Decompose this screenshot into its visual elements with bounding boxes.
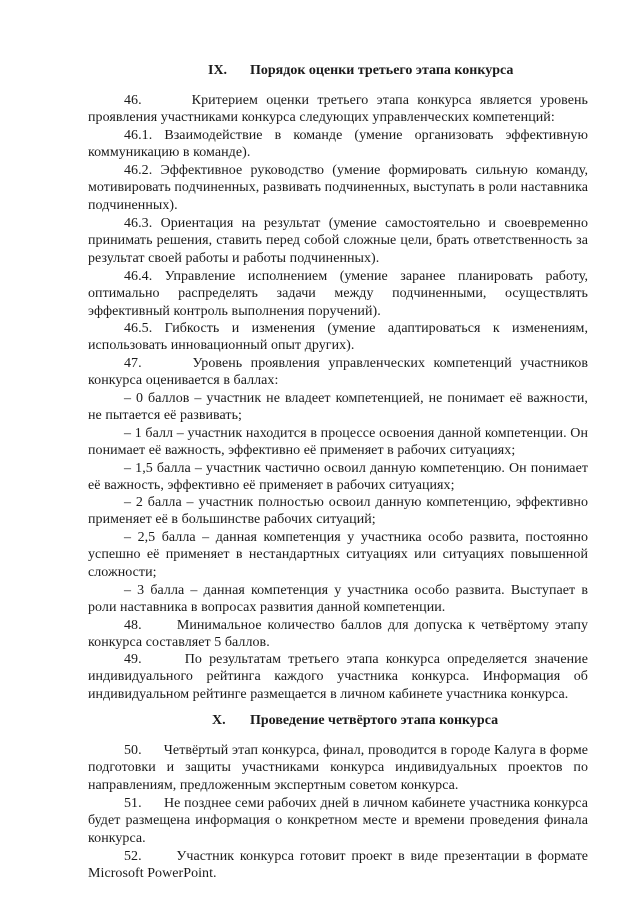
paragraph-46-4: 46.4. Управление исполнением (умение заранее планировать работу, оптимально распределять задачи между подчиненными, осуществлять эффективный контроль выполнения поручений). xyxy=(88,269,588,319)
section-title: Проведение четвёртого этапа конкурса xyxy=(250,713,499,728)
section-number: X. xyxy=(212,713,226,728)
paragraph-46-2: 46.2. Эффективное руководство (умение формировать сильную команду, мотивировать подчиненных, развивать подчиненных, выступать в роли наставника подчиненных). xyxy=(88,163,588,213)
paragraph-46-1: 46.1. Взаимодействие в команде (умение организовать эффективную коммуникацию в команде). xyxy=(88,128,588,161)
paragraph-46-5: 46.5. Гибкость и изменения (умение адаптироваться к изменениям, использовать инновационный опыт других). xyxy=(88,321,588,354)
section-title: Порядок оценки третьего этапа конкурса xyxy=(250,63,514,78)
paragraph-52: 52. Участник конкурса готовит проект в виде презентации в формате Microsoft PowerPoint. xyxy=(88,849,588,882)
score-2: – 2 балла – участник полностью освоил данную компетенцию, эффективно применяет её в большинстве рабочих ситуаций; xyxy=(88,495,588,528)
paragraph-46: 46. Критерием оценки третьего этапа конкурса является уровень проявления участниками конкурса следующих управленческих компетенций: xyxy=(88,93,588,126)
paragraph-47: 47. Уровень проявления управленческих компетенций участников конкурса оценивается в баллах: xyxy=(88,356,588,389)
paragraph-50: 50. Четвёртый этап конкурса, финал, проводится в городе Калуга в форме подготовки и защиты участниками конкурса индивидуальных проектов по направлениям, предложенным экспертным советом конкурса. xyxy=(88,743,588,793)
score-0: – 0 баллов – участник не владеет компетенцией, не понимает её важности, не пытается её развивать; xyxy=(88,391,588,424)
paragraph-51: 51. Не позднее семи рабочих дней в личном кабинете участника конкурса будет размещена информация о конкретном месте и времени проведения финала конкурса. xyxy=(88,796,588,846)
score-3: – 3 балла – данная компетенция у участника особо развита. Выступает в роли наставника в вопросах развития данной компетенции. xyxy=(88,583,588,616)
score-1-5: – 1,5 балла – участник частично освоил данную компетенцию. Он понимает её важность, эффективно её применяет в рабочих ситуациях; xyxy=(88,461,588,494)
section-number: IX. xyxy=(208,63,228,78)
paragraph-48: 48. Минимальное количество баллов для допуска к четвёртому этапу конкурса составляет 5 баллов. xyxy=(88,618,588,651)
score-1: – 1 балл – участник находится в процессе освоения данной компетенции. Он понимает её важность, эффективно её применяет в рабочих ситуациях; xyxy=(88,426,588,459)
score-2-5: – 2,5 балла – данная компетенция у участника особо развита, постоянно успешно её применяет в нестандартных ситуациях или ситуациях повышенной сложности; xyxy=(88,530,588,580)
paragraph-46-3: 46.3. Ориентация на результат (умение самостоятельно и своевременно принимать решения, ставить перед собой сложные цели, брать ответственность за результат своей работы и работы подчиненных). xyxy=(88,216,588,266)
paragraph-49: 49. По результатам третьего этапа конкурса определяется значение индивидуального рейтинга каждого участника конкурса. Информация об индивидуальном рейтинге размещается в личном кабинете участника конкурса. xyxy=(88,652,588,702)
